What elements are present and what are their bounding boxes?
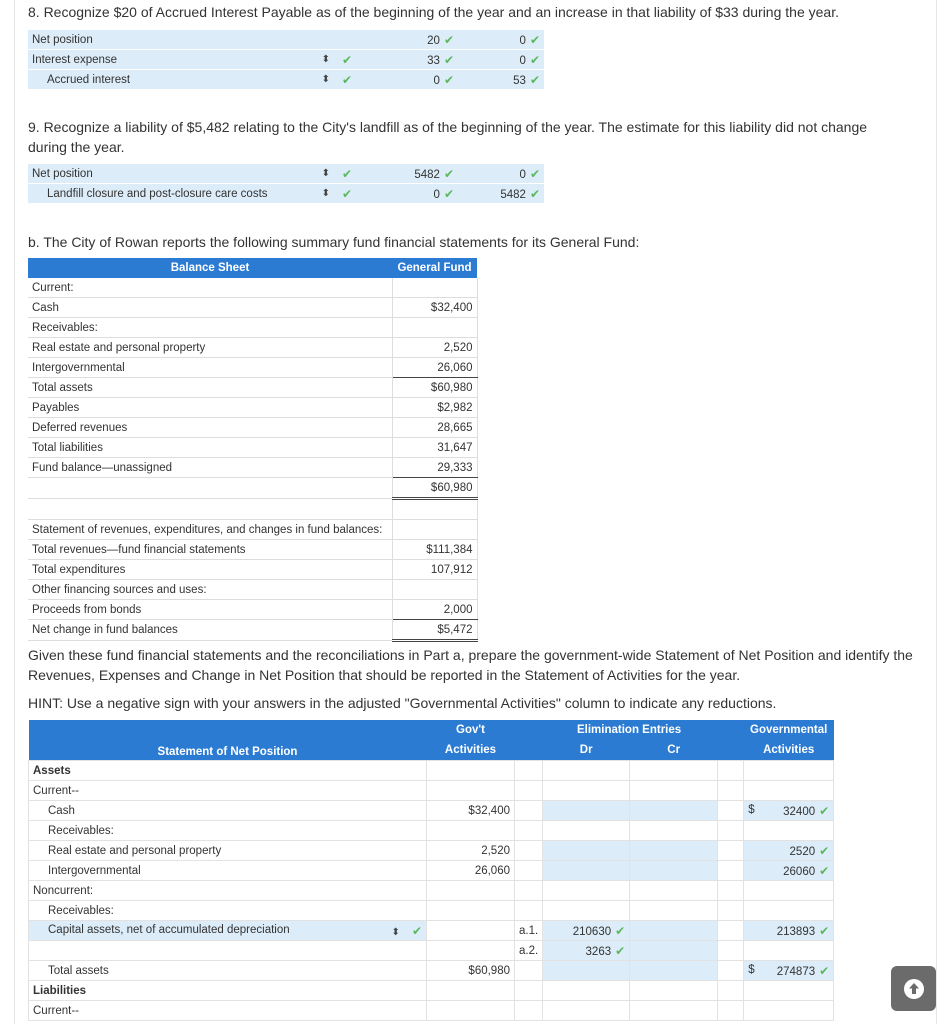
check-icon: ✔	[342, 72, 353, 87]
fs-value: 28,665	[392, 418, 477, 438]
fs-value: 107,912	[392, 560, 477, 580]
fs-value	[392, 520, 477, 540]
real-estate-label: Real estate and personal property	[29, 841, 427, 861]
governmental-activities-header-1: Governmental	[744, 720, 834, 740]
check-icon: ✔	[529, 72, 540, 87]
gov-activities-header-1: Gov't	[427, 720, 515, 740]
q9-cr-1[interactable]: 0 ✔	[458, 164, 544, 184]
check-icon: ✔	[819, 843, 830, 858]
total-assets-cr-input[interactable]	[630, 961, 718, 981]
check-icon: ✔	[529, 166, 540, 181]
q8-entry-table	[28, 30, 544, 90]
q9-dr-1[interactable]: 5482 ✔	[372, 164, 458, 184]
q8-cr-2[interactable]: 0 ✔	[458, 50, 544, 70]
fs-label: Deferred revenues	[28, 418, 392, 438]
q9-entry-table	[28, 164, 544, 204]
q8-account-3[interactable]: Accrued interest ⬍	[28, 70, 334, 90]
check-icon: ✔	[411, 923, 422, 938]
total-assets-label: Total assets	[29, 961, 427, 981]
fs-value	[392, 318, 477, 338]
check-icon: ✔	[819, 923, 830, 938]
fs-value: 29,333	[392, 458, 477, 478]
balance-sheet-header: Balance Sheet	[28, 258, 392, 278]
fs-value: $111,384	[392, 540, 477, 560]
check-icon: ✔	[615, 923, 626, 938]
capital-dr1-input[interactable]: 210630 ✔	[543, 921, 630, 941]
intergov-gov: 26,060	[427, 861, 515, 881]
q9-account-1[interactable]: Net position ⬍	[28, 164, 334, 184]
fs-label: Other financing sources and uses:	[28, 580, 392, 600]
capital-ref-1: a.1.	[515, 921, 543, 941]
cash-label: Cash	[29, 801, 427, 821]
fs-label: Cash	[28, 298, 392, 318]
capital-cr2-input[interactable]	[630, 941, 718, 961]
real-estate-ga-input[interactable]: 2520 ✔	[744, 841, 834, 861]
intergov-cr-input[interactable]	[630, 861, 718, 881]
liabilities-heading: Liabilities	[29, 981, 427, 1001]
fs-value: $5,472	[392, 620, 477, 641]
general-fund-header: General Fund	[392, 258, 477, 278]
q9-cr-2[interactable]: 5482 ✔	[458, 184, 544, 204]
snp-title: Statement of Net Position	[29, 720, 427, 761]
fs-value	[392, 580, 477, 600]
check-icon: ✔	[443, 186, 454, 201]
capital-cr1-input[interactable]	[630, 921, 718, 941]
check-icon: ✔	[529, 32, 540, 47]
real-estate-cr-input[interactable]	[630, 841, 718, 861]
check-icon: ✔	[529, 52, 540, 67]
capital-ga-input[interactable]: 213893 ✔	[744, 921, 834, 941]
part-b-prompt: b. The City of Rowan reports the following summary fund financial statements for its General Fund:	[28, 234, 640, 250]
check-icon: ✔	[529, 186, 540, 201]
check-icon: ✔	[443, 166, 454, 181]
fs-value: 31,647	[392, 438, 477, 458]
instructions-text: Given these fund financial statements and the reconciliations in Part a, prepare the government-wide Statement of Net Position and identify the Revenues, Expenses and Change in Net Position that should be reported in the Statement of Activities for the year.	[28, 647, 913, 683]
total-assets-dr-input[interactable]	[543, 961, 630, 981]
fs-label: Receivables:	[28, 318, 392, 338]
receivables-heading: Receivables:	[29, 821, 427, 841]
current-heading: Current--	[29, 781, 427, 801]
fs-label: Total revenues—fund financial statements	[28, 540, 392, 560]
q8-prompt: 8. Recognize $20 of Accrued Interest Payable as of the beginning of the year and an increase in that liability of $33 during the year.	[28, 4, 839, 20]
q9-prompt: 9. Recognize a liability of $5,482 relating to the City's landfill as of the beginning of the year. The estimate for this liability did not change during the year.	[28, 119, 868, 155]
select-arrows-icon[interactable]: ⬍	[321, 53, 330, 65]
fs-label: Fund balance—unassigned	[28, 458, 392, 478]
fs-label: Payables	[28, 398, 392, 418]
check-icon: ✔	[819, 963, 830, 978]
real-estate-dr-input[interactable]	[543, 841, 630, 861]
fs-value: 2,520	[392, 338, 477, 358]
fs-label: Net change in fund balances	[28, 620, 392, 641]
q8-cr-3[interactable]: 53 ✔	[458, 70, 544, 90]
check-icon: ✔	[342, 186, 353, 201]
check-icon: ✔	[443, 32, 454, 47]
fs-value	[392, 499, 477, 520]
fs-label: Total expenditures	[28, 560, 392, 580]
q8-cr-1[interactable]: 0 ✔	[458, 30, 544, 50]
select-arrows-icon[interactable]: ⬍	[321, 167, 330, 179]
q9-account-2[interactable]: Landfill closure and post-closure care costs ⬍	[28, 184, 334, 204]
fs-label: Intergovernmental	[28, 358, 392, 378]
fs-label: Statement of revenues, expenditures, and changes in fund balances:	[28, 520, 392, 540]
scroll-to-top-button[interactable]	[891, 966, 936, 1011]
elimination-entries-header: Elimination Entries	[515, 720, 744, 740]
select-arrows-icon[interactable]: ⬍	[321, 73, 330, 85]
q9-dr-2[interactable]: 0 ✔	[372, 184, 458, 204]
cash-dr-input[interactable]	[543, 801, 630, 821]
capital-dr2-input[interactable]: 3263 ✔	[543, 941, 630, 961]
fund-statement-table	[28, 258, 478, 642]
fs-value	[392, 278, 477, 298]
q8-dr-1[interactable]: 20 ✔	[372, 30, 458, 50]
check-icon: ✔	[443, 52, 454, 67]
statement-net-position-table	[28, 720, 834, 1021]
cash-ga-input[interactable]: $ 32400 ✔	[744, 801, 834, 821]
fs-value: $32,400	[392, 298, 477, 318]
fs-label	[28, 499, 392, 520]
arrow-up-circle-icon	[903, 978, 925, 1000]
current2-heading: Current--	[29, 1001, 427, 1021]
check-icon: ✔	[615, 943, 626, 958]
total-assets-gov: $60,980	[427, 961, 515, 981]
check-icon: ✔	[342, 52, 353, 67]
hint-text: HINT: Use a negative sign with your answers in the adjusted "Governmental Activities" column to indicate any reductions.	[28, 695, 777, 711]
select-arrows-icon[interactable]: ⬍	[321, 187, 330, 199]
check-icon: ✔	[819, 803, 830, 818]
cr-header: Cr	[630, 740, 718, 761]
fs-value: 26,060	[392, 358, 477, 378]
fs-value: 2,000	[392, 600, 477, 620]
q8-account-1[interactable]: Net position	[28, 30, 334, 50]
receivables2-heading: Receivables:	[29, 901, 427, 921]
capital-ref-2: a.2.	[515, 941, 543, 961]
intergov-dr-input[interactable]	[543, 861, 630, 881]
select-arrows-icon[interactable]: ⬍	[391, 926, 400, 938]
q8-dr-3[interactable]: 0 ✔	[372, 70, 458, 90]
fs-value: $60,980	[392, 478, 477, 499]
check-icon: ✔	[819, 863, 830, 878]
capital-assets-select[interactable]: Capital assets, net of accumulated depreciation ⬍ ✔	[29, 921, 427, 941]
assets-heading: Assets	[29, 761, 427, 781]
fs-label: Total assets	[28, 378, 392, 398]
q8-account-2[interactable]: Interest expense ⬍	[28, 50, 334, 70]
total-assets-ga-input[interactable]: $ 274873 ✔	[744, 961, 834, 981]
real-estate-gov: 2,520	[427, 841, 515, 861]
fs-label: Real estate and personal property	[28, 338, 392, 358]
fs-label: Total liabilities	[28, 438, 392, 458]
fs-label: Current:	[28, 278, 392, 298]
intergov-ga-input[interactable]: 26060 ✔	[744, 861, 834, 881]
cash-cr-input[interactable]	[630, 801, 718, 821]
governmental-activities-header-2: Activities	[744, 740, 834, 761]
intergov-label: Intergovernmental	[29, 861, 427, 881]
cash-gov: $32,400	[427, 801, 515, 821]
fs-value: $60,980	[392, 378, 477, 398]
noncurrent-heading: Noncurrent:	[29, 881, 427, 901]
fs-value: $2,982	[392, 398, 477, 418]
check-icon: ✔	[342, 166, 353, 181]
dr-header: Dr	[543, 740, 630, 761]
fs-label	[28, 478, 392, 499]
q8-dr-2[interactable]: 33 ✔	[372, 50, 458, 70]
check-icon: ✔	[443, 72, 454, 87]
fs-label: Proceeds from bonds	[28, 600, 392, 620]
gov-activities-header-2: Activities	[427, 740, 515, 761]
